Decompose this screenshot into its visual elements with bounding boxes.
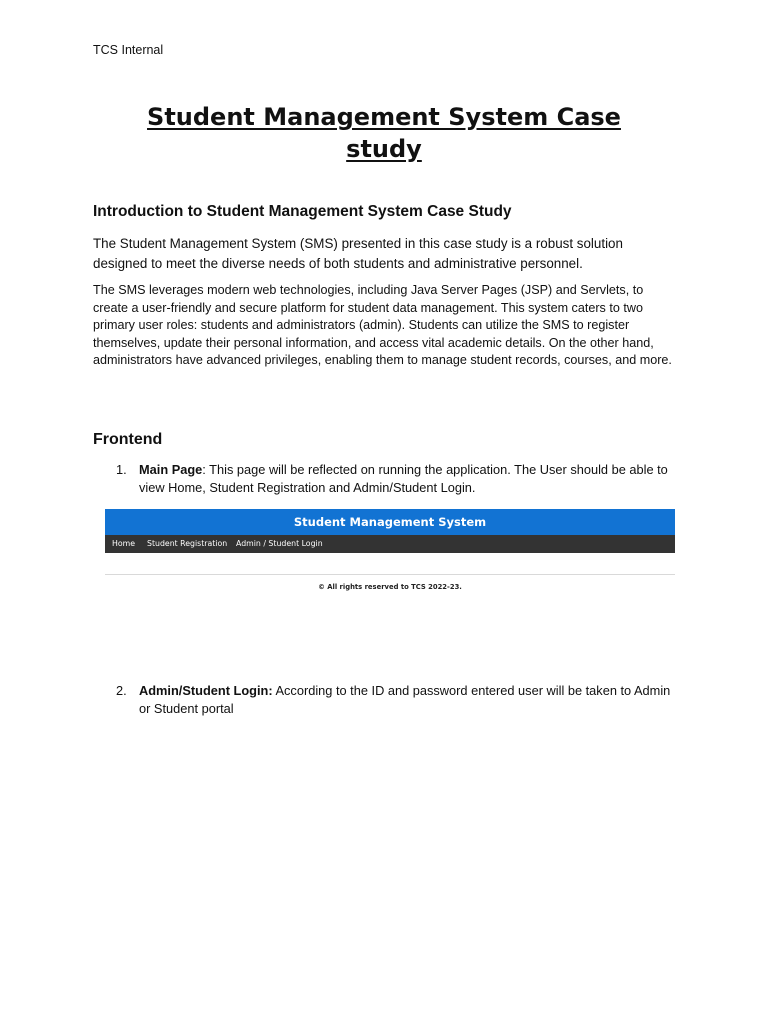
- nav-home-link[interactable]: Home: [112, 539, 136, 548]
- document-title: Student Management System Case study: [147, 103, 621, 163]
- classification-label: TCS Internal: [93, 43, 164, 57]
- list-item-description: According to the ID and password entered user will be taken to Admin or Student portal: [139, 683, 671, 716]
- intro-lead-paragraph: The Student Management System (SMS) presented in this case study is a robust solution designed to meet the diverse needs of both students and administrative personnel.: [93, 236, 623, 271]
- list-item: [93, 461, 678, 497]
- app-header-bar: Student Management System: [105, 509, 675, 535]
- intro-heading: Introduction to Student Management System Case Study: [93, 203, 512, 220]
- nav-admin-student-login-link[interactable]: Admin / Student Login: [236, 539, 323, 548]
- list-item-term: Main Page: [139, 462, 203, 477]
- main-page-screenshot: [105, 509, 675, 639]
- nav-student-registration-link[interactable]: Student Registration: [147, 539, 228, 548]
- list-item-description: This page will be reflected on running the application. The User should be able to view Home, Student Registration and Admin/Student Login.: [139, 462, 668, 495]
- app-nav-bar: [105, 535, 675, 553]
- footer-divider: [105, 574, 675, 575]
- intro-body-paragraph: The SMS leverages modern web technologies, including Java Server Pages (JSP) and Servlets, to create a user-friendly and secure platform for student data management. This system caters to two primary user roles: students and administrators (admin). Students can utilize the SMS to register themselves, update their personal information, and access vital academic details. On the other hand, administrators have advanced privileges, enabling them to manage student records, courses, and more.: [93, 283, 672, 368]
- list-number: 1.: [116, 462, 127, 477]
- list-item-separator: :: [202, 462, 206, 477]
- frontend-heading: Frontend: [93, 431, 163, 448]
- list-item: [93, 682, 678, 718]
- list-item-text: [139, 461, 678, 497]
- list-item-text: [139, 682, 678, 718]
- list-number: 2.: [116, 683, 127, 698]
- list-item-term: Admin/Student Login:: [139, 683, 273, 698]
- app-footer-text: © All rights reserved to TCS 2022-23.: [318, 583, 462, 591]
